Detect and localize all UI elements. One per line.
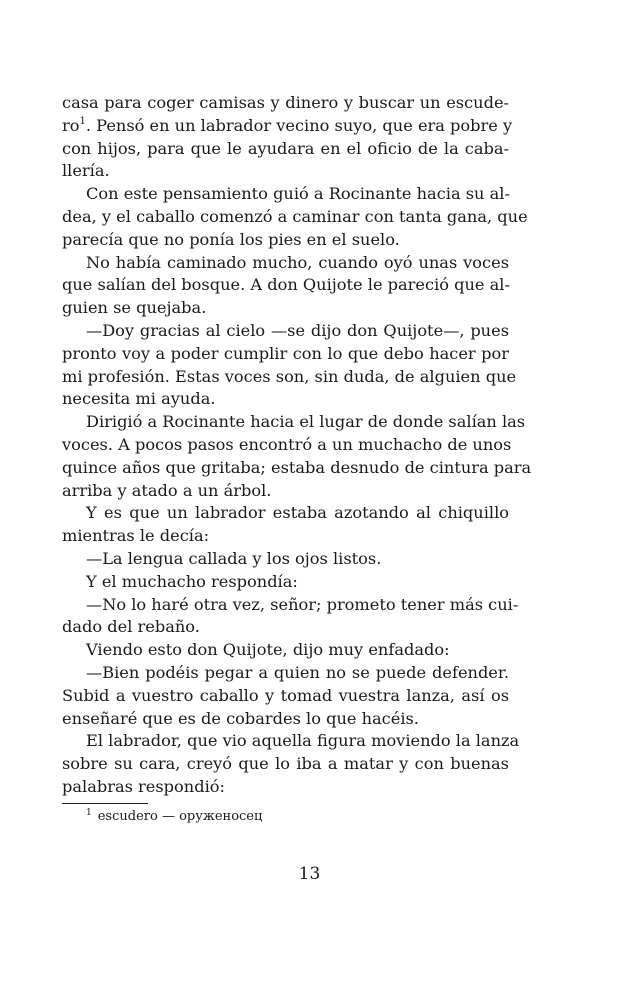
text-line: dea, y el caballo comenzó a caminar con tanta gana, que xyxy=(62,206,528,226)
footnote xyxy=(86,808,262,826)
text-line: Viendo esto don Quijote, dijo muy enfadado: xyxy=(86,640,450,660)
text-line: llería. xyxy=(62,161,110,181)
text-line: Dirigió a Rocinante hacia el lugar de donde salían las xyxy=(86,412,526,432)
text-line: —No lo haré otra vez, señor; prometo tener más cui- xyxy=(86,594,519,614)
page-number: 13 xyxy=(298,864,321,884)
text-line: Y el muchacho respondía: xyxy=(86,571,298,591)
body-text xyxy=(62,92,532,799)
text-line xyxy=(62,115,513,138)
text-line: necesita mi ayuda. xyxy=(62,389,216,409)
footnote-marker: 1 xyxy=(86,808,92,818)
text-line: El labrador, que vio aquella figura moviendo la lanza xyxy=(86,731,520,751)
text-fragment: ro xyxy=(62,115,80,135)
text-line: sobre su cara, creyó que lo iba a matar y con buenas xyxy=(62,754,509,774)
text-line: guien se quejaba. xyxy=(62,298,207,318)
text-line: que salían del bosque. A don Quijote le pareció que al- xyxy=(62,275,510,295)
text-line: arriba y atado a un árbol. xyxy=(62,480,272,500)
footnote-text: escudero — оруженосец xyxy=(97,809,263,824)
text-line: dado del rebaño. xyxy=(62,617,200,637)
footnote-reference: 1 xyxy=(79,115,86,127)
text-line: —Bien podéis pegar a quien no se puede defender. xyxy=(86,662,509,682)
text-line: enseñaré que es de cobardes lo que hacéis. xyxy=(62,708,419,728)
text-line: Y es que un labrador estaba azotando al chiquillo xyxy=(86,503,509,523)
text-fragment: . Pensó en un labrador vecino suyo, que era pobre y xyxy=(85,115,513,135)
text-line: Con este pensamiento guió a Rocinante hacia su al- xyxy=(86,184,510,204)
text-line: voces. A pocos pasos encontró a un muchacho de unos xyxy=(62,434,512,454)
text-line: con hijos, para que le ayudara en el oficio de la caba- xyxy=(62,138,509,158)
text-line: —La lengua callada y los ojos listos. xyxy=(86,548,382,568)
text-line: palabras respondió: xyxy=(62,776,225,796)
text-line: pronto voy a poder cumplir con lo que debo hacer por xyxy=(62,343,509,363)
text-line: mi profesión. Estas voces son, sin duda, de alguien que xyxy=(62,366,517,386)
text-line: quince años que gritaba; estaba desnudo de cintura para xyxy=(62,457,532,477)
text-line: —Doy gracias al cielo —se dijo don Quijote—, pues xyxy=(86,320,509,340)
text-line: parecía que no ponía los pies en el suelo. xyxy=(62,229,400,249)
text-line: casa para coger camisas y dinero y buscar un escude- xyxy=(62,93,509,112)
footnote-divider xyxy=(62,803,148,804)
text-line: mientras le decía: xyxy=(62,526,210,546)
text-line: Subid a vuestro caballo y tomad vuestra lanza, así os xyxy=(62,685,509,705)
text-line: No había caminado mucho, cuando oyó unas voces xyxy=(86,252,509,272)
